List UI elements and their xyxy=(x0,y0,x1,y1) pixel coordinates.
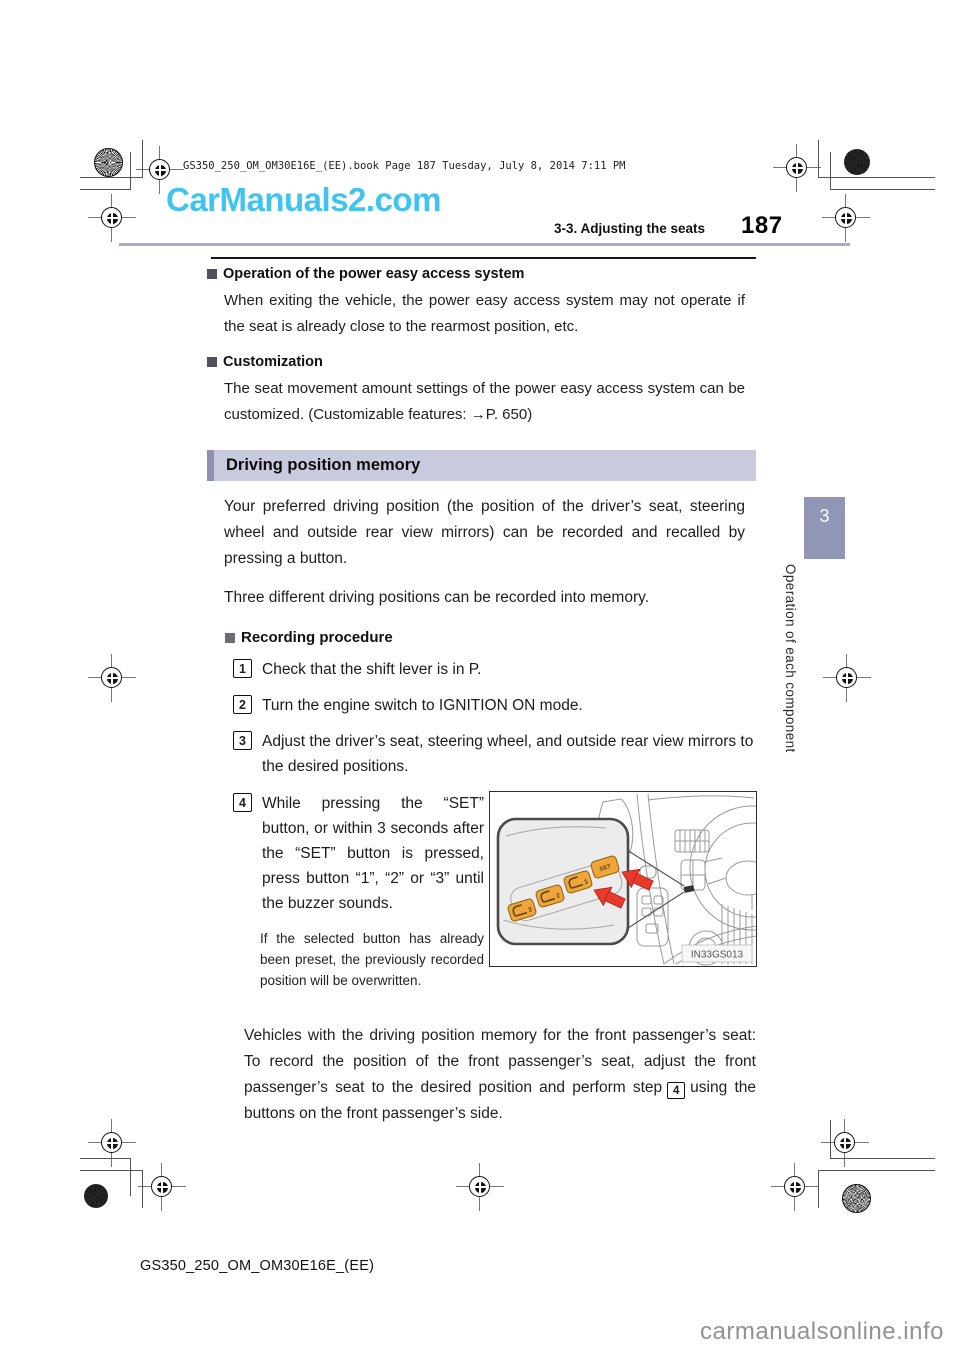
crop-mark-line xyxy=(830,189,935,190)
door-buttons-illustration xyxy=(489,791,757,967)
figure-id-label: IN33GS013 xyxy=(690,949,744,961)
page-number: 187 xyxy=(741,212,783,239)
steering-wheel-inner xyxy=(705,823,756,917)
page-content xyxy=(207,266,756,1127)
starburst-print-mark xyxy=(842,1184,871,1213)
crop-mark-line xyxy=(818,1170,819,1208)
step4-note: If the selected button has already been preset, the previously recorded position will be overwritten. xyxy=(260,931,484,988)
ink-dot-print-mark xyxy=(844,149,870,175)
step-text: While pressing the “SET” button, or within 3 seconds after the “SET” button is pressed, press button “1”, “2” or “3” until the buzzer sounds. xyxy=(262,795,484,912)
crop-mark-line xyxy=(130,1158,131,1196)
crop-mark-line xyxy=(818,1170,935,1171)
door-frame-line xyxy=(648,794,674,964)
illustration-svg xyxy=(490,792,756,966)
crop-mark-line xyxy=(818,140,819,178)
note-title xyxy=(207,354,756,370)
registration-mark xyxy=(773,144,821,192)
steering-wheel-outer xyxy=(690,806,756,930)
note-body: The seat movement amount settings of the power easy access system can be customized. (Customizable features: →P. 650) xyxy=(224,380,745,423)
section-header: 3-3. Adjusting the seats xyxy=(553,221,705,236)
crop-mark-line xyxy=(818,177,935,178)
closing-text-pre: Vehicles with the driving position memory for the front passenger’s seat: To record the position of the front passenger’s seat, adjust the front passenger’s seat to the desired position and perform step xyxy=(244,1026,756,1096)
closing-paragraph xyxy=(207,1023,756,1127)
registration-mark xyxy=(456,1163,504,1211)
document-code: GS350_250_OM_OM30E16E_(EE) xyxy=(140,1258,375,1274)
window-switch xyxy=(642,896,651,904)
registration-mark xyxy=(821,1119,869,1167)
procedure-step xyxy=(207,693,756,718)
starburst-print-mark xyxy=(94,148,123,177)
crop-mark-line xyxy=(80,1158,130,1159)
step4-column xyxy=(207,791,484,1005)
steering-spokes xyxy=(704,858,752,910)
procedure-step xyxy=(207,791,484,916)
watermark-text: carmanualsonline.info xyxy=(700,1318,944,1345)
registration-mark xyxy=(88,1119,136,1167)
roof-line xyxy=(648,796,754,800)
registration-mark xyxy=(771,1163,819,1211)
procedure-step xyxy=(207,729,756,779)
intro-paragraph: Three different driving positions can be recorded into memory. xyxy=(224,589,650,606)
button-label: SET xyxy=(598,863,612,874)
zoom-callout-box xyxy=(498,819,628,944)
crop-mark-line xyxy=(830,152,831,190)
step-number-box: 1 xyxy=(233,659,252,678)
note-title-text: Operation of the power easy access system xyxy=(223,266,525,282)
registration-mark xyxy=(88,194,136,242)
step-number-box: 2 xyxy=(233,695,252,714)
registration-mark xyxy=(138,1163,186,1211)
registration-mark xyxy=(88,654,136,702)
procedure-title xyxy=(225,629,756,646)
button-label: 3 xyxy=(527,906,533,914)
section-square-icon xyxy=(225,633,235,643)
step-number-box: 4 xyxy=(233,793,252,812)
chapter-tab: 3 xyxy=(804,497,845,559)
section-heading-bar xyxy=(207,450,756,481)
intro-paragraph: Your preferred driving position (the position of the driver’s seat, steering wheel and outside rear view mirrors) can be recorded and recalled by pressing a button. xyxy=(224,498,745,567)
step-text: Check that the shift lever is in P. xyxy=(262,661,482,678)
window-switch-panel xyxy=(637,888,668,946)
vent-grid xyxy=(675,830,709,852)
crop-mark-line xyxy=(80,1170,142,1171)
button-location-marker xyxy=(683,885,694,893)
print-file-header: GS350_250_OM_OM30E16E_(EE).book Page 187 Tuesday, July 8, 2014 7:11 PM xyxy=(183,160,626,172)
step-text: Adjust the driver’s seat, steering wheel, and outside rear view mirrors to the desired positions. xyxy=(262,733,754,775)
header-rule xyxy=(119,243,850,246)
registration-mark xyxy=(822,194,870,242)
crop-mark-line xyxy=(142,140,143,178)
section-square-icon xyxy=(207,269,217,279)
section-square-icon xyxy=(207,357,217,367)
registration-mark xyxy=(823,654,871,702)
note-body: When exiting the vehicle, the power easy access system may not operate if the seat is already close to the rearmost position, etc. xyxy=(224,292,745,335)
note-title-text: Customization xyxy=(223,354,323,370)
step-number-box: 3 xyxy=(233,731,252,750)
crop-mark-line xyxy=(80,189,130,190)
step-reference-box: 4 xyxy=(667,1082,685,1099)
crop-mark-line xyxy=(142,1170,143,1208)
chapter-vertical-label: Operation of each component xyxy=(783,564,798,753)
button-label: 1 xyxy=(583,878,589,886)
carmanuals2-logo: CarManuals2.com xyxy=(166,181,441,218)
crop-mark-line xyxy=(830,1120,831,1158)
procedure-title-text: Recording procedure xyxy=(241,629,393,646)
ink-dot-print-mark xyxy=(84,1184,108,1208)
step-text: Turn the engine switch to IGNITION ON mode. xyxy=(262,697,583,714)
button-label: 2 xyxy=(555,892,561,900)
section-divider-rule xyxy=(211,257,756,259)
crop-mark-line xyxy=(80,177,142,178)
step4-with-figure xyxy=(207,791,756,1005)
note-title xyxy=(207,266,756,282)
steering-hub xyxy=(726,861,756,895)
procedure-step xyxy=(207,657,756,682)
closing-text-post: using the buttons on the front passenger’s side. xyxy=(244,1078,756,1122)
crop-mark-line xyxy=(830,1158,935,1159)
window-switch xyxy=(654,908,663,916)
section-heading-text: Driving position memory xyxy=(226,456,421,474)
crop-mark-line xyxy=(130,152,131,190)
